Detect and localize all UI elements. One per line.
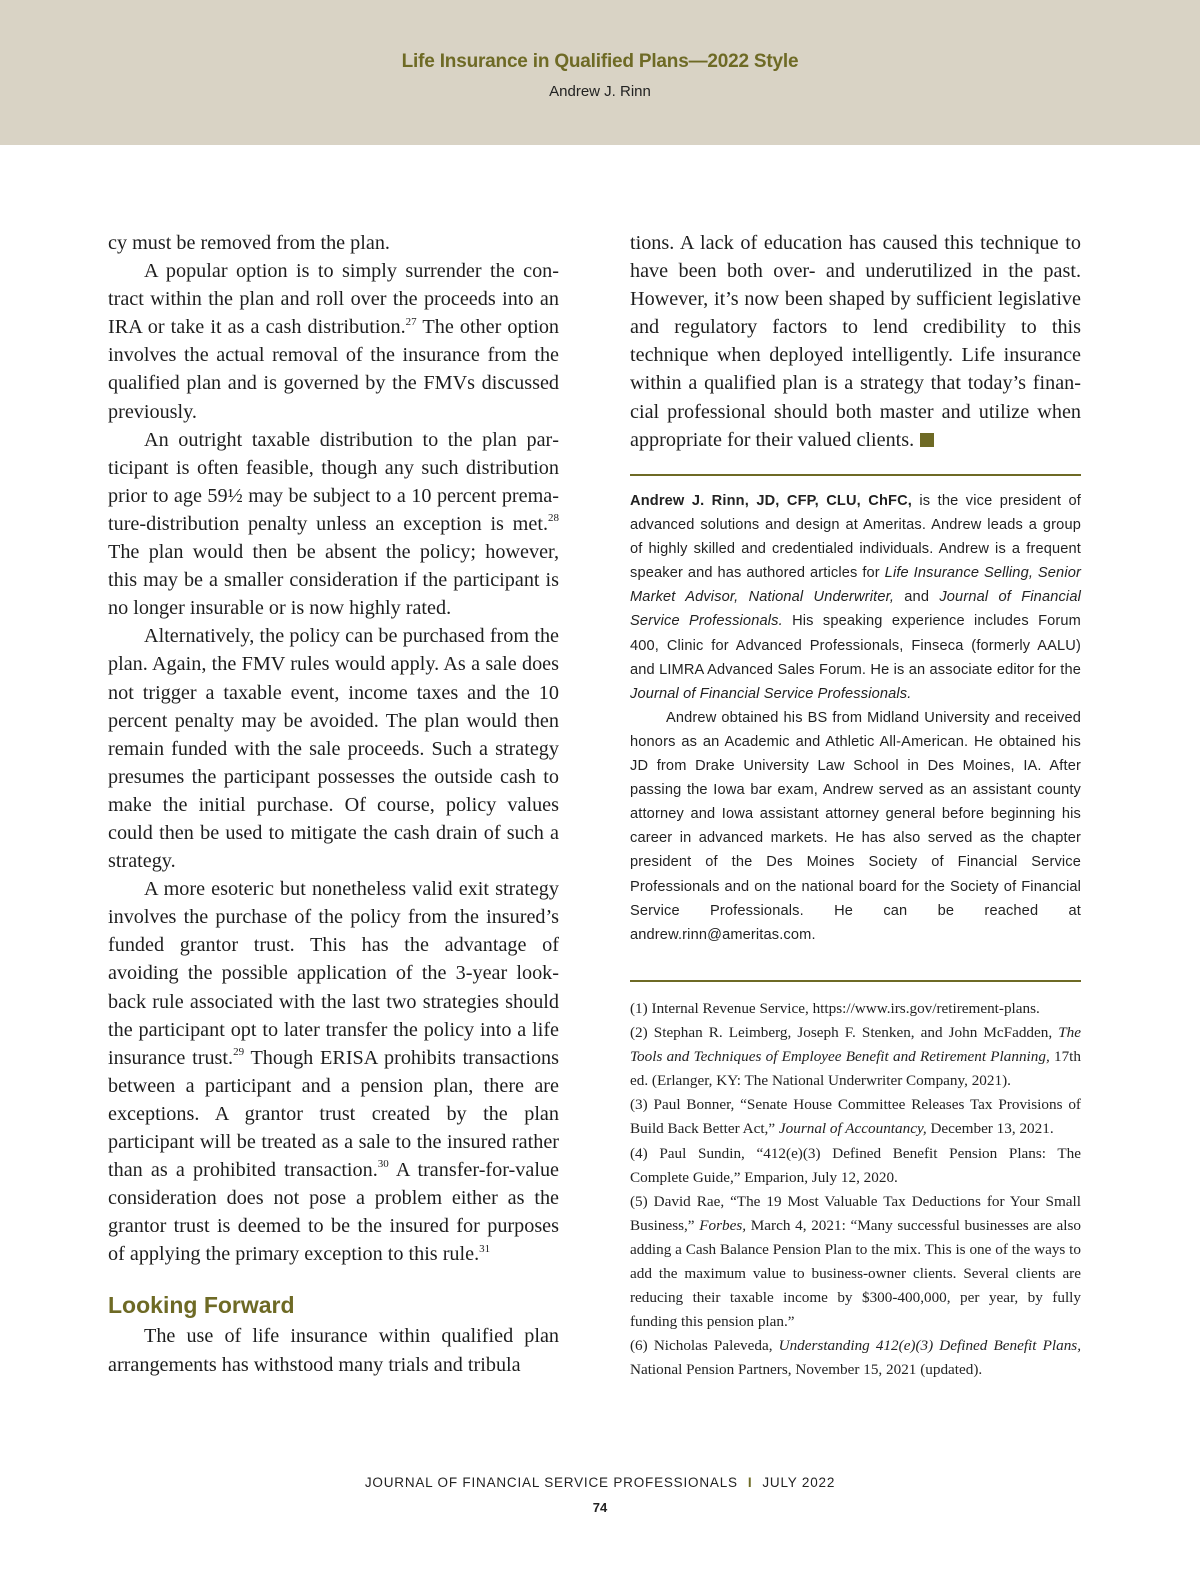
endnote: (3) Paul Bonner, “Senate House Committee Releases Tax Provisions of Build Back Better Act,” Journal of Accountancy, December 13, 2021. — [630, 1096, 1081, 1138]
bio-paragraph: Andrew J. Rinn, JD, CFP, CLU, ChFC, is the vice president of advanced solutions and design at Ameritas. Andrew leads a group of highly skilled and credentialed individuals. Andrew is a frequent speaker and has authored articles for Life Insurance Selling, Senior Market Advisor, National Underwriter, and Journal of Financial Service Professionals. His speaking experience includes Forum 400, Clinic for Advanced Professionals, Finseca (formerly AALU) and LIMRA Advanced Sales Forum. He is an associate editor for the Journal of Financial Service Professionals. — [630, 493, 1081, 702]
footnote-ref: 31 — [479, 1242, 491, 1255]
article-author: Andrew J. Rinn — [549, 83, 651, 100]
footer-separator: I — [747, 1475, 753, 1490]
endnote: (5) David Rae, “The 19 Most Valuable Tax Deductions for Your Small Business,” Forbes, March 4, 2021: “Many successful businesses are also adding a Cash Balance Pension Plan to the mix. This is one of the ways to add the maximum value to business-owner clients. Several clients are reducing their taxable income by $300-400,000, per year, by fully funding this pension plan.” — [630, 1192, 1082, 1331]
section-heading: Looking Forward — [108, 1292, 295, 1319]
paragraph: cy must be removed from the plan. — [108, 232, 390, 254]
paragraph: Alternatively, the policy can be purchased from the plan. Again, the FMV rules would apply. As a sale does not trigger a taxable event, income taxes and the 10 percent penalty may be avoided. The plan would then remain funded with the sale proceeds. Such a strategy presumes the participant possesses the outside cash to make the initial purchase. Of course, policy values could then be used to mitigate the cash drain of such a strategy. — [108, 625, 559, 873]
end-mark-icon — [920, 433, 934, 447]
journal-name: JOURNAL OF FINANCIAL SERVICE PROFESSIONALS — [364, 1475, 738, 1490]
paragraph: An outright taxable distribution to the plan participant is often feasible, though any such distribution prior to age 59½ may be subject to a 10 percent premature-distribution penalty unless an exception is met.$^{28}$ The plan would then be absent the policy; however, this may be a smaller consideration if the participant is no longer insurable or is now highly rated. — [108, 428, 559, 620]
endnote: (1) Internal Revenue Service, https://www.irs.gov/retirement-plans. — [630, 1000, 1040, 1017]
endnotes — [630, 997, 1081, 1383]
paragraph: tions. A lack of education has caused this technique to have been both over- and underutilized in the past. However, it’s now been shaped by sufficient legislative and regulatory factors to lend credibility to this technique when deployed intelligently. Life insurance within a qualified plan is a strategy that today’s financial professional should both master and utilize when appropriate for their valued clients. — [630, 232, 1081, 451]
article-title: Life Insurance in Qualified Plans—2022 Style — [401, 51, 799, 72]
footnote-ref: 29 — [233, 1045, 245, 1058]
page-header — [0, 0, 1200, 145]
paragraph: A more esoteric but nonetheless valid exit strategy involves the purchase of the policy from the insured’s funded grantor trust. This has the advantage of avoiding the possible application of the 3-year look-back rule associated with the last two strategies should the participant opt to later transfer the policy into a life insurance trust.$^{29}$ Though ERISA prohibits transactions between a participant and a pension plan, there are exceptions. A grantor trust created by the plan participant will be treated as a sale to the insured rather than as a prohibited transaction.$^{30}$ A transfer-for-value consideration does not pose a problem either as the grantor trust is deemed to be the insured for purposes of applying the primary exception to this rule.$^{31}$ — [108, 878, 559, 1266]
page-number: 74 — [592, 1500, 608, 1515]
footnote-ref: 27 — [405, 315, 417, 328]
endnote: (6) Nicholas Paleveda, Understanding 412(e)(3) Defined Benefit Plans, National Pension Partners, November 15, 2021 (updated). — [630, 1337, 1081, 1379]
bio-name: Andrew J. Rinn, JD, CFP, CLU, ChFC, — [630, 493, 912, 509]
left-column — [108, 229, 559, 1379]
author-bio — [630, 489, 1081, 947]
footnote-ref: 30 — [377, 1158, 389, 1171]
page-footer — [0, 1475, 1200, 1490]
divider — [630, 980, 1081, 982]
paragraph: The use of life insurance within qualified plan arrangements has withstood many trials and tribula — [108, 1325, 559, 1376]
paragraph: A popular option is to simply surrender the contract within the plan and roll over the proceeds into an IRA or take it as a cash distribution.$^{27}$ The other option involves the actual removal of the insurance from the qualified plan and is governed by the FMVs discussed previously. — [108, 260, 560, 423]
bio-paragraph: Andrew obtained his BS from Midland University and received honors as an Academic and Athletic All-American. He obtained his JD from Drake University Law School in Des Moines, IA. After passing the Iowa bar exam, Andrew served as an assistant county attorney and Iowa assistant attorney general before beginning his career in advanced markets. He has also served as the chapter president of the Des Moines Society of Financial Service Professionals and on the national board for the Society of Financial Service Professionals. He can be reached at andrew.rinn@ameritas.com. — [630, 709, 1081, 943]
footnote-ref: 28 — [548, 512, 559, 525]
endnote: (4) Paul Sundin, “412(e)(3) Defined Benefit Pension Plans: The Complete Guide,” Emparion, July 12, 2020. — [630, 1144, 1081, 1186]
right-column — [630, 229, 1081, 454]
endnote: (2) Stephan R. Leimberg, Joseph F. Stenken, and John McFadden, The Tools and Techniques of Employee Benefit and Retirement Planning, 17th ed. (Erlanger, KY: The National Underwriter Company, 2021). — [630, 1024, 1081, 1090]
issue-date: JULY 2022 — [762, 1475, 836, 1490]
divider — [630, 474, 1081, 476]
